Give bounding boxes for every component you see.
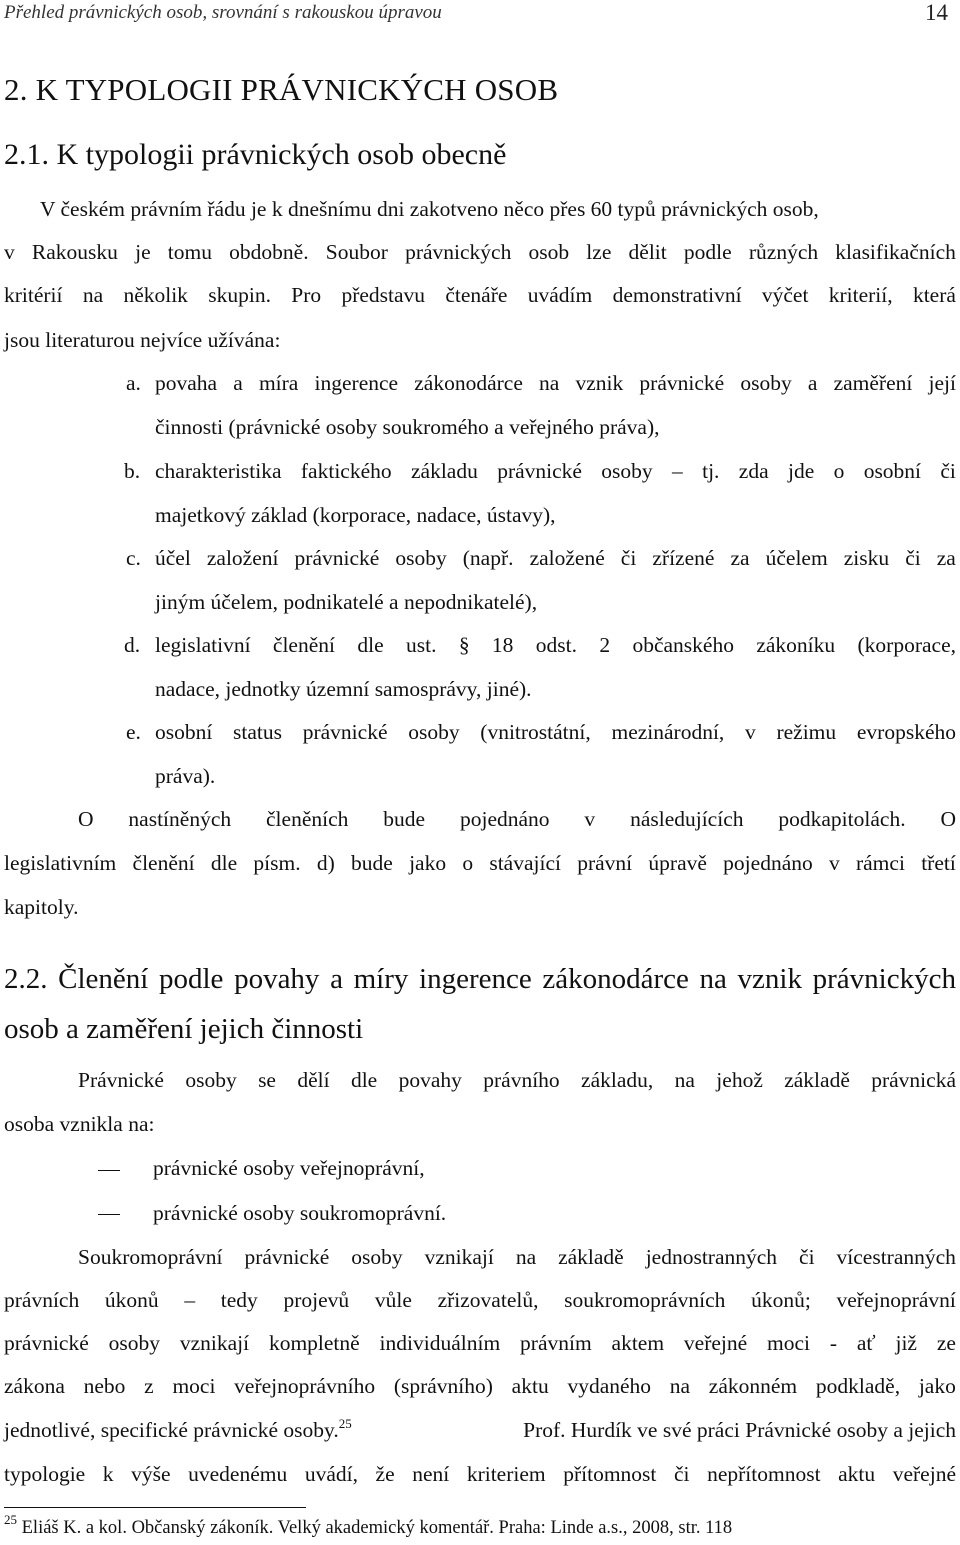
page-number: 14 — [925, 0, 948, 25]
word: o — [833, 459, 845, 483]
word: právnických — [812, 963, 956, 995]
word: na — [82, 283, 104, 307]
word: veřejnoprávního — [234, 1374, 376, 1398]
word: v — [745, 720, 756, 744]
word: aktu — [838, 1462, 876, 1486]
word: dělit — [628, 240, 667, 264]
word: ingerence — [419, 963, 532, 995]
word: právních — [4, 1288, 80, 1312]
word: právnické — [294, 546, 380, 570]
word: míry — [353, 963, 409, 995]
section-title-cont: osob a zaměření jejich činnosti — [4, 1013, 364, 1045]
footnote-text: Eliáš K. a kol. Občanský zákoník. Velký akademický komentář. Praha: Linde a.s., 2008, str. 118 — [21, 1518, 733, 1538]
word: podle — [158, 963, 224, 995]
list-item — [155, 720, 956, 745]
word: či — [940, 459, 956, 483]
word: status — [233, 720, 283, 744]
word: a — [330, 963, 343, 995]
list-marker: d. — [124, 633, 141, 657]
word: která — [912, 283, 956, 307]
word: osoby — [395, 546, 447, 570]
list-item: činnosti (právnické osoby soukromého a veřejného práva), — [155, 415, 660, 439]
word: vícestranných — [836, 1245, 956, 1269]
word: zákonném — [708, 1374, 798, 1398]
word: účelem — [765, 546, 828, 570]
word: o — [462, 851, 474, 875]
word: osobní — [155, 720, 213, 744]
word: Soubor — [325, 240, 388, 264]
word: (korporace, — [857, 633, 956, 657]
word: projevů — [283, 1288, 350, 1312]
word: míra — [258, 371, 299, 395]
word: evropského — [856, 720, 956, 744]
word: jako — [409, 851, 447, 875]
word: osoby — [740, 371, 792, 395]
word: kriterií, — [828, 283, 893, 307]
word: výčet — [761, 283, 809, 307]
word: 2 — [599, 633, 611, 657]
dash-bullet-icon — [98, 1170, 120, 1171]
text-span: jednotlivé, specifické právnické osoby. — [4, 1418, 339, 1442]
word: dle — [350, 1068, 378, 1092]
word: zaměření — [833, 371, 913, 395]
word: odst. — [535, 633, 577, 657]
word: výše — [131, 1462, 171, 1486]
word: v — [828, 851, 840, 875]
word: zákona — [4, 1374, 65, 1398]
word: veřejné — [683, 1331, 748, 1355]
word: veřejnoprávní — [836, 1288, 956, 1312]
word: kompletně — [268, 1331, 360, 1355]
word: či — [799, 1245, 815, 1269]
word: na — [515, 1245, 537, 1269]
word: úkonů — [104, 1288, 159, 1312]
word: vznikají — [179, 1331, 250, 1355]
dash-bullet-icon — [98, 1214, 120, 1215]
word: přítomnost — [563, 1462, 657, 1486]
word: právnické — [639, 371, 725, 395]
word: povaha — [155, 371, 218, 395]
paragraph-fragment: Prof. Hurdík ve své práci Právnické osoby a jejich — [523, 1418, 956, 1442]
word: skupin. — [208, 283, 271, 307]
chapter-title: 2. K TYPOLOGII PRÁVNICKÝCH OSOB — [4, 72, 559, 107]
word: legislativním — [4, 851, 117, 875]
word: čtenáře — [445, 283, 508, 307]
word: na — [669, 1374, 691, 1398]
word: (např. — [462, 546, 514, 570]
word: ust. — [405, 633, 437, 657]
word: různých — [748, 240, 819, 264]
word: – — [672, 459, 683, 483]
word: není — [412, 1462, 450, 1486]
word: právního — [483, 1068, 560, 1092]
paragraph-line: osoba vznikla na: — [4, 1112, 155, 1136]
list-item: práva). — [155, 764, 216, 788]
word: úkonů; — [751, 1288, 811, 1312]
list-item — [155, 371, 956, 396]
word: zákoníku — [756, 633, 836, 657]
paragraph-line — [4, 283, 956, 308]
word: uvádím — [527, 283, 593, 307]
paragraph-line — [78, 1245, 956, 1270]
word: § — [458, 633, 470, 657]
word: obdobně. — [229, 240, 309, 264]
word: kriteriem — [466, 1462, 546, 1486]
word: povahy — [234, 963, 320, 995]
paragraph-line — [78, 807, 956, 832]
list-item — [155, 633, 956, 658]
word: zřízené — [652, 546, 715, 570]
word: (vnitrostátní, — [480, 720, 591, 744]
paragraph-line — [4, 1374, 956, 1399]
word: či — [673, 1462, 690, 1486]
word: individuálním — [379, 1331, 501, 1355]
word: lze — [586, 240, 612, 264]
list-item — [155, 546, 956, 571]
paragraph-line — [78, 1068, 956, 1093]
word: - — [829, 1331, 838, 1355]
word: základu, — [581, 1068, 654, 1092]
list-item: právnické osoby soukromoprávní. — [153, 1201, 447, 1225]
word: jednostranných — [645, 1245, 778, 1269]
word: moci — [767, 1331, 811, 1355]
word: charakteristika — [155, 459, 282, 483]
word: stávající — [489, 851, 561, 875]
word: na — [539, 371, 560, 395]
word: uvedenému — [188, 1462, 288, 1486]
word: podkapitolách. — [778, 807, 906, 831]
footnote-number: 25 — [4, 1512, 17, 1527]
word: osob — [528, 240, 570, 264]
word: uvádí, — [304, 1462, 358, 1486]
word: soukromoprávních — [564, 1288, 726, 1312]
word: osoby — [185, 1068, 237, 1092]
running-header: Přehled právnických osob, srovnání s rakouskou úpravou — [4, 2, 442, 23]
word: ať — [856, 1331, 876, 1355]
word: vznik — [737, 963, 802, 995]
list-marker: c. — [126, 546, 141, 570]
word: již — [895, 1331, 917, 1355]
word: osoby — [108, 1331, 160, 1355]
word: je — [135, 240, 151, 264]
word: rámci — [855, 851, 905, 875]
paragraph-line — [4, 1331, 956, 1356]
word: nebo — [83, 1374, 126, 1398]
word: vůle — [374, 1288, 412, 1312]
word: členění — [272, 633, 335, 657]
word: členěních — [266, 807, 349, 831]
word: povahy — [398, 1068, 462, 1092]
word: režimu — [776, 720, 837, 744]
paragraph-line: jsou literaturou nejvíce užívána: — [4, 328, 281, 352]
word: písm. — [253, 851, 301, 875]
word: na — [699, 963, 727, 995]
word: osobní — [863, 459, 922, 483]
word: jako — [918, 1374, 956, 1398]
word: ingerence — [314, 371, 399, 395]
word: a — [233, 371, 243, 395]
word: ze — [936, 1331, 956, 1355]
footnote-ref[interactable]: 25 — [338, 1416, 352, 1431]
word: představu — [341, 283, 426, 307]
word: vznik — [575, 371, 624, 395]
footnote-separator — [4, 1507, 306, 1508]
word: že — [375, 1462, 395, 1486]
word: (správního) — [393, 1374, 493, 1398]
list-marker: e. — [126, 720, 141, 744]
word: členění — [132, 851, 195, 875]
word: typologie — [4, 1462, 86, 1486]
paragraph-fragment — [4, 1418, 352, 1443]
word: účel — [155, 546, 191, 570]
word: základě — [784, 1068, 850, 1092]
word: z — [144, 1374, 154, 1398]
paragraph-line — [4, 1288, 956, 1313]
word: dle — [210, 851, 238, 875]
word: pojednáno — [459, 807, 550, 831]
word: právním — [520, 1331, 592, 1355]
word: následujících — [630, 807, 744, 831]
word: na — [674, 1068, 695, 1092]
word: kritérií — [4, 283, 63, 307]
word: O — [940, 807, 956, 831]
word: či — [905, 546, 921, 570]
list-item: majetkový základ (korporace, nadace, ústavy), — [155, 503, 556, 527]
word: dělí — [297, 1068, 330, 1092]
word: v — [4, 240, 15, 264]
word: vydaného — [567, 1374, 652, 1398]
list-item: právnické osoby veřejnoprávní, — [153, 1156, 425, 1180]
paragraph-line — [4, 240, 956, 265]
word: jde — [787, 459, 815, 483]
word: bude — [351, 851, 393, 875]
word: 18 — [491, 633, 514, 657]
word: zisku — [843, 546, 890, 570]
list-marker: a. — [126, 371, 141, 395]
word: pojednáno — [723, 851, 813, 875]
word: aktu — [511, 1374, 549, 1398]
word: tj. — [702, 459, 720, 483]
word: právnické — [244, 1245, 330, 1269]
word: právnických — [405, 240, 512, 264]
paragraph-line: kapitoly. — [4, 895, 79, 919]
word: 2.2. — [4, 963, 48, 995]
list-item: nadace, jednotky územní samosprávy, jiné). — [155, 677, 532, 701]
word: občanského — [632, 633, 734, 657]
word: nepřítomnost — [707, 1462, 821, 1486]
word: O — [78, 807, 94, 831]
word: legislativní — [155, 633, 251, 657]
word: k — [102, 1462, 114, 1486]
word: tomu — [167, 240, 212, 264]
word: aktem — [611, 1331, 665, 1355]
footnote — [4, 1512, 733, 1539]
word: za — [936, 546, 956, 570]
word: právnické — [302, 720, 388, 744]
word: právnické — [4, 1331, 89, 1355]
word: zákonodárce — [414, 371, 523, 395]
word: Pro — [291, 283, 322, 307]
word: d) — [316, 851, 335, 875]
word: dle — [357, 633, 384, 657]
word: či — [620, 546, 637, 570]
word: třetí — [921, 851, 956, 875]
word: osoby — [408, 720, 460, 744]
word: osoby — [351, 1245, 403, 1269]
word: moci — [172, 1374, 216, 1398]
word: demonstrativní — [612, 283, 742, 307]
word: podkladě, — [815, 1374, 901, 1398]
word: základu — [410, 459, 478, 483]
word: za — [730, 546, 750, 570]
word: základě — [558, 1245, 624, 1269]
list-item: jiným účelem, podnikatelé a nepodnikatelé), — [155, 590, 538, 614]
word: právní — [577, 851, 633, 875]
word: podle — [683, 240, 732, 264]
word: právnická — [871, 1068, 956, 1092]
word: bude — [383, 807, 426, 831]
section-title: 2.1. K typologii právnických osob obecně — [4, 138, 507, 171]
word: několik — [123, 283, 188, 307]
word: a — [807, 371, 818, 395]
paragraph-line — [4, 1462, 956, 1487]
word: osoby — [601, 459, 653, 483]
word: v — [584, 807, 596, 831]
word: tedy — [220, 1288, 258, 1312]
word: úpravě — [648, 851, 707, 875]
word: její — [928, 371, 956, 395]
word: – — [184, 1288, 196, 1312]
word: založené — [529, 546, 605, 570]
word: Členění — [58, 963, 149, 995]
word: Soukromoprávní — [78, 1245, 223, 1269]
word: právnické — [497, 459, 582, 483]
section-title — [4, 963, 956, 996]
paragraph-line: V českém právním řádu je k dnešnímu dni zakotveno něco přes 60 typů právnických osob, — [40, 197, 819, 221]
paragraph-line — [4, 1418, 956, 1443]
list-item — [155, 459, 956, 484]
word: mezinárodní, — [611, 720, 725, 744]
word: založení — [206, 546, 279, 570]
word: klasifikačních — [835, 240, 956, 264]
word: vznikají — [424, 1245, 494, 1269]
word: Právnické — [78, 1068, 164, 1092]
word: jehož — [716, 1068, 763, 1092]
word: zda — [738, 459, 769, 483]
word: zákonodárce — [542, 963, 689, 995]
word: nastíněných — [128, 807, 232, 831]
word: zřizovatelů, — [437, 1288, 539, 1312]
word: faktického — [300, 459, 392, 483]
word: veřejné — [892, 1462, 956, 1486]
word: Rakousku — [31, 240, 118, 264]
word: se — [258, 1068, 276, 1092]
paragraph-line — [4, 851, 956, 876]
list-marker: b. — [124, 459, 141, 483]
